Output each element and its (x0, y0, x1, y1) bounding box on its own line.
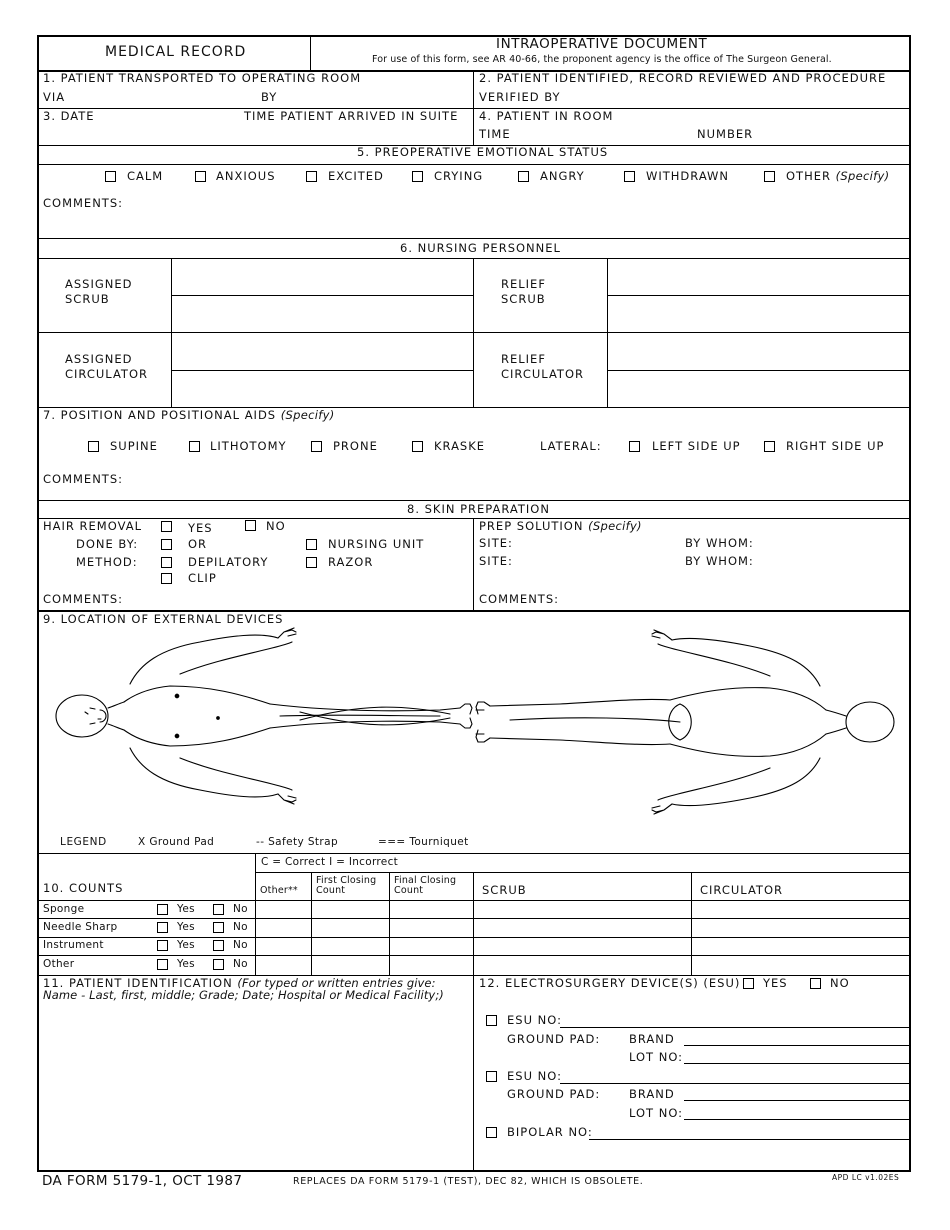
s6-h1a (171, 295, 473, 296)
s7-label (43, 410, 335, 422)
angry-label: ANGRY (540, 169, 585, 183)
form-title: INTRAOPERATIVE DOCUMENT (496, 36, 708, 52)
esu-2-lot-label: LOT NO: (629, 1106, 684, 1120)
hair-removal-no-checkbox[interactable] (245, 520, 256, 531)
sponge-no-checkbox[interactable] (213, 904, 224, 915)
instrument-yes-checkbox[interactable] (157, 940, 168, 951)
legend-ground-pad: X Ground Pad (138, 836, 215, 848)
done-by-or-label: OR (188, 537, 208, 551)
relief-scrub-field-2[interactable] (609, 297, 909, 331)
col-first-header-2: Count (316, 885, 346, 896)
version-label: APD LC v1.02ES (832, 1173, 900, 1182)
s8-divider (473, 518, 474, 610)
s6-h2 (37, 332, 911, 333)
withdrawn-checkbox[interactable] (624, 171, 635, 182)
s11-note-2 (43, 990, 444, 1002)
form-id: DA FORM 5179-1, OCT 1987 (42, 1173, 243, 1189)
relief-scrub-label-1: RELIEF (501, 277, 546, 291)
line-s6 (37, 258, 911, 259)
replaces-note: REPLACES DA FORM 5179-1 (TEST), DEC 82, WHICH IS OBSOLETE. (293, 1176, 644, 1187)
other-count-no-label: No (233, 958, 248, 970)
col-scrub-header: SCRUB (482, 883, 527, 897)
needle-sharp-no-label: No (233, 921, 248, 933)
form-subtitle: For use of this form, see AR 40-66, the proponent agency is the office of The Surgeon General. (372, 54, 832, 65)
s5-label: 5. PREOPERATIVE EMOTIONAL STATUS (357, 145, 609, 159)
other-count-no-checkbox[interactable] (213, 959, 224, 970)
left-side-up-checkbox[interactable] (629, 441, 640, 452)
needle-sharp-yes-checkbox[interactable] (157, 922, 168, 933)
col-circulator-header: CIRCULATOR (700, 883, 783, 897)
done-by-nursing-unit-checkbox[interactable] (306, 539, 317, 550)
supine-checkbox[interactable] (88, 441, 99, 452)
s10-v4 (473, 872, 474, 975)
prone-checkbox[interactable] (311, 441, 322, 452)
s5-comments-label: COMMENTS: (43, 196, 123, 210)
lateral-label: LATERAL: (540, 439, 602, 453)
s10-h-key (255, 872, 911, 873)
line-s8 (37, 518, 911, 519)
count-row-sponge: Sponge (43, 903, 85, 915)
col-first-header-1: First Closing (316, 875, 377, 886)
right-side-up-checkbox[interactable] (764, 441, 775, 452)
excited-label: EXCITED (328, 169, 384, 183)
s11-label-text: 11. PATIENT IDENTIFICATION (43, 976, 233, 990)
prep-solution-specify: (Specify) (588, 519, 642, 533)
relief-scrub-field-1[interactable] (609, 260, 909, 294)
line-s7-end (37, 500, 911, 501)
right-side-up-label: RIGHT SIDE UP (786, 439, 885, 453)
s10-h-r1 (37, 918, 911, 919)
assigned-circulator-label-2: CIRCULATOR (65, 367, 148, 381)
assigned-scrub-field-2[interactable] (173, 297, 471, 331)
hair-removal-yes-checkbox[interactable] (161, 521, 172, 532)
sponge-no-label: No (233, 903, 248, 915)
s11-note-2-text: Name - Last, first, middle; Grade; Date; Hospital or Medical Facility;) (43, 988, 444, 1002)
counts-key: C = Correct I = Incorrect (261, 856, 399, 868)
calm-checkbox[interactable] (105, 171, 116, 182)
s11-divider (473, 975, 474, 1171)
angry-checkbox[interactable] (518, 171, 529, 182)
s10-h-head (37, 900, 911, 901)
patient-identification-field[interactable] (40, 1005, 470, 1170)
crying-checkbox[interactable] (412, 171, 423, 182)
esu-yes-label: YES (763, 976, 788, 990)
col-other-header: Other** (260, 885, 298, 896)
prep-solution-label (479, 521, 642, 533)
assigned-circulator-field-1[interactable] (173, 334, 471, 369)
needle-sharp-yes-label: Yes (177, 921, 195, 933)
s6-v1 (171, 258, 172, 408)
done-by-label: DONE BY: (76, 537, 139, 551)
other-status-label (786, 171, 889, 183)
esu-1-brand-field[interactable] (684, 1045, 909, 1046)
s3-date-label: 3. DATE (43, 109, 95, 123)
site-1-label: SITE: (479, 536, 513, 550)
hair-removal-yes-label: YES (188, 521, 213, 535)
s6-h3b (607, 370, 911, 371)
assigned-circulator-field-2[interactable] (173, 372, 471, 407)
line-r1 (37, 108, 911, 109)
s8-label: 8. SKIN PREPARATION (407, 502, 550, 516)
s10-label: 10. COUNTS (43, 881, 124, 895)
front-body-figure (56, 628, 472, 804)
count-row-other: Other (43, 958, 75, 970)
lithotomy-label: LITHOTOMY (210, 439, 287, 453)
s8-comments-right-label: COMMENTS: (479, 592, 559, 606)
kraske-label: KRASKE (434, 439, 486, 453)
kraske-checkbox[interactable] (412, 441, 423, 452)
body-diagram (40, 624, 910, 829)
esu-2-no-field[interactable] (560, 1083, 909, 1084)
by-whom-2-label: BY WHOM: (685, 554, 754, 568)
depilatory-label: DEPILATORY (188, 555, 269, 569)
esu-no-checkbox[interactable] (810, 978, 821, 989)
method-label: METHOD: (76, 555, 138, 569)
s7-label-text: 7. POSITION AND POSITIONAL AIDS (43, 408, 277, 422)
supine-label: SUPINE (110, 439, 158, 453)
line-s9-end (37, 853, 911, 854)
anxious-label: ANXIOUS (216, 169, 276, 183)
s10-h-r2 (37, 937, 911, 938)
excited-checkbox[interactable] (306, 171, 317, 182)
assigned-scrub-label-2: SCRUB (65, 292, 110, 306)
assigned-circulator-label-1: ASSIGNED (65, 352, 133, 366)
bipolar-no-field[interactable] (589, 1139, 909, 1140)
sponge-yes-label: Yes (177, 903, 195, 915)
s10-h-r3 (37, 955, 911, 956)
s6-label: 6. NURSING PERSONNEL (400, 241, 561, 255)
s1-via-label: VIA (43, 90, 66, 104)
method-razor-checkbox[interactable] (306, 557, 317, 568)
other-count-yes-label: Yes (177, 958, 195, 970)
s4-number-label: NUMBER (697, 127, 754, 141)
assigned-scrub-label-1: ASSIGNED (65, 277, 133, 291)
line-s5-end (37, 238, 911, 239)
s8-comments-left-label: COMMENTS: (43, 592, 123, 606)
anxious-checkbox[interactable] (195, 171, 206, 182)
other-status-checkbox[interactable] (764, 171, 775, 182)
bipolar-checkbox[interactable] (486, 1127, 497, 1138)
s6-v2 (473, 258, 474, 408)
bipolar-no-label: BIPOLAR NO: (507, 1125, 593, 1139)
legend-safety-strap: -- Safety Strap (256, 836, 339, 848)
form-category-title: MEDICAL RECORD (105, 44, 247, 60)
esu-2-checkbox[interactable] (486, 1071, 497, 1082)
esu-yes-checkbox[interactable] (743, 978, 754, 989)
sponge-yes-checkbox[interactable] (157, 904, 168, 915)
s7-comments-label: COMMENTS: (43, 472, 123, 486)
done-by-or-checkbox[interactable] (161, 539, 172, 550)
esu-1-ground-pad-label: GROUND PAD: (507, 1032, 601, 1046)
esu-1-lot-label: LOT NO: (629, 1050, 684, 1064)
withdrawn-label: WITHDRAWN (646, 169, 730, 183)
col-final-header-1: Final Closing (394, 875, 457, 886)
legend-tourniquet: === Tourniquet (378, 836, 469, 848)
assigned-scrub-field-1[interactable] (173, 260, 471, 294)
nursing-unit-label: NURSING UNIT (328, 537, 425, 551)
s2-verified-label: VERIFIED BY (479, 90, 561, 104)
razor-label: RAZOR (328, 555, 374, 569)
prone-label: PRONE (333, 439, 378, 453)
s4-label: 4. PATIENT IN ROOM (479, 109, 614, 123)
relief-circulator-field-1[interactable] (609, 334, 909, 369)
s1-by-label: BY (261, 90, 278, 104)
site-2-label: SITE: (479, 554, 513, 568)
line-s5 (37, 164, 911, 165)
esu-1-checkbox[interactable] (486, 1015, 497, 1026)
header-divider (310, 37, 311, 70)
s10-v2 (311, 872, 312, 975)
s1-label: 1. PATIENT TRANSPORTED TO OPERATING ROOM (43, 71, 362, 85)
by-whom-1-label: BY WHOM: (685, 536, 754, 550)
hair-removal-no-label: NO (266, 519, 286, 533)
esu-2-ground-pad-label: GROUND PAD: (507, 1087, 601, 1101)
s2-label: 2. PATIENT IDENTIFIED, RECORD REVIEWED AND PROCEDURE (479, 71, 887, 85)
back-body-figure (476, 630, 894, 814)
relief-circulator-label-2: CIRCULATOR (501, 367, 584, 381)
s11-note-1: (For typed or written entries give: (237, 976, 436, 990)
instrument-no-checkbox[interactable] (213, 940, 224, 951)
other-status-text: OTHER (786, 169, 831, 183)
count-row-instrument: Instrument (43, 939, 104, 951)
needle-sharp-no-checkbox[interactable] (213, 922, 224, 933)
esu-2-brand-label: BRAND (629, 1087, 675, 1101)
method-clip-checkbox[interactable] (161, 573, 172, 584)
instrument-no-label: No (233, 939, 248, 951)
method-depilatory-checkbox[interactable] (161, 557, 172, 568)
lithotomy-checkbox[interactable] (189, 441, 200, 452)
count-row-needle-sharp: Needle Sharp (43, 921, 118, 933)
instrument-yes-label: Yes (177, 939, 195, 951)
esu-no-label: NO (830, 976, 850, 990)
left-side-up-label: LEFT SIDE UP (652, 439, 741, 453)
s6-h3a (171, 370, 473, 371)
esu-1-brand-label: BRAND (629, 1032, 675, 1046)
s10-v3 (389, 872, 390, 975)
s6-h1b (607, 295, 911, 296)
s12-label: 12. ELECTROSURGERY DEVICE(S) (ESU) (479, 976, 741, 990)
crying-label: CRYING (434, 169, 484, 183)
esu-1-lot-field[interactable] (684, 1063, 909, 1064)
esu-1-no-label: ESU NO: (507, 1013, 562, 1027)
s10-v5 (691, 872, 692, 975)
esu-1-no-field[interactable] (560, 1027, 909, 1028)
other-count-yes-checkbox[interactable] (157, 959, 168, 970)
esu-2-brand-field[interactable] (684, 1100, 909, 1101)
esu-2-no-label: ESU NO: (507, 1069, 562, 1083)
calm-label: CALM (127, 169, 164, 183)
s6-v3 (607, 258, 608, 408)
hair-removal-label: HAIR REMOVAL (43, 519, 142, 533)
relief-circulator-label-1: RELIEF (501, 352, 546, 366)
clip-label: CLIP (188, 571, 217, 585)
prep-solution-text: PREP SOLUTION (479, 519, 584, 533)
legend-label: LEGEND (60, 836, 107, 848)
s7-specify: (Specify) (280, 408, 335, 422)
col-final-header-2: Count (394, 885, 424, 896)
s9-label: 9. LOCATION OF EXTERNAL DEVICES (43, 612, 284, 626)
other-status-specify: (Specify) (835, 169, 890, 183)
relief-circulator-field-2[interactable] (609, 372, 909, 407)
relief-scrub-label-2: SCRUB (501, 292, 546, 306)
esu-2-lot-field[interactable] (684, 1119, 909, 1120)
s4-time-label: TIME (479, 127, 511, 141)
s3-time-label: TIME PATIENT ARRIVED IN SUITE (244, 109, 459, 123)
